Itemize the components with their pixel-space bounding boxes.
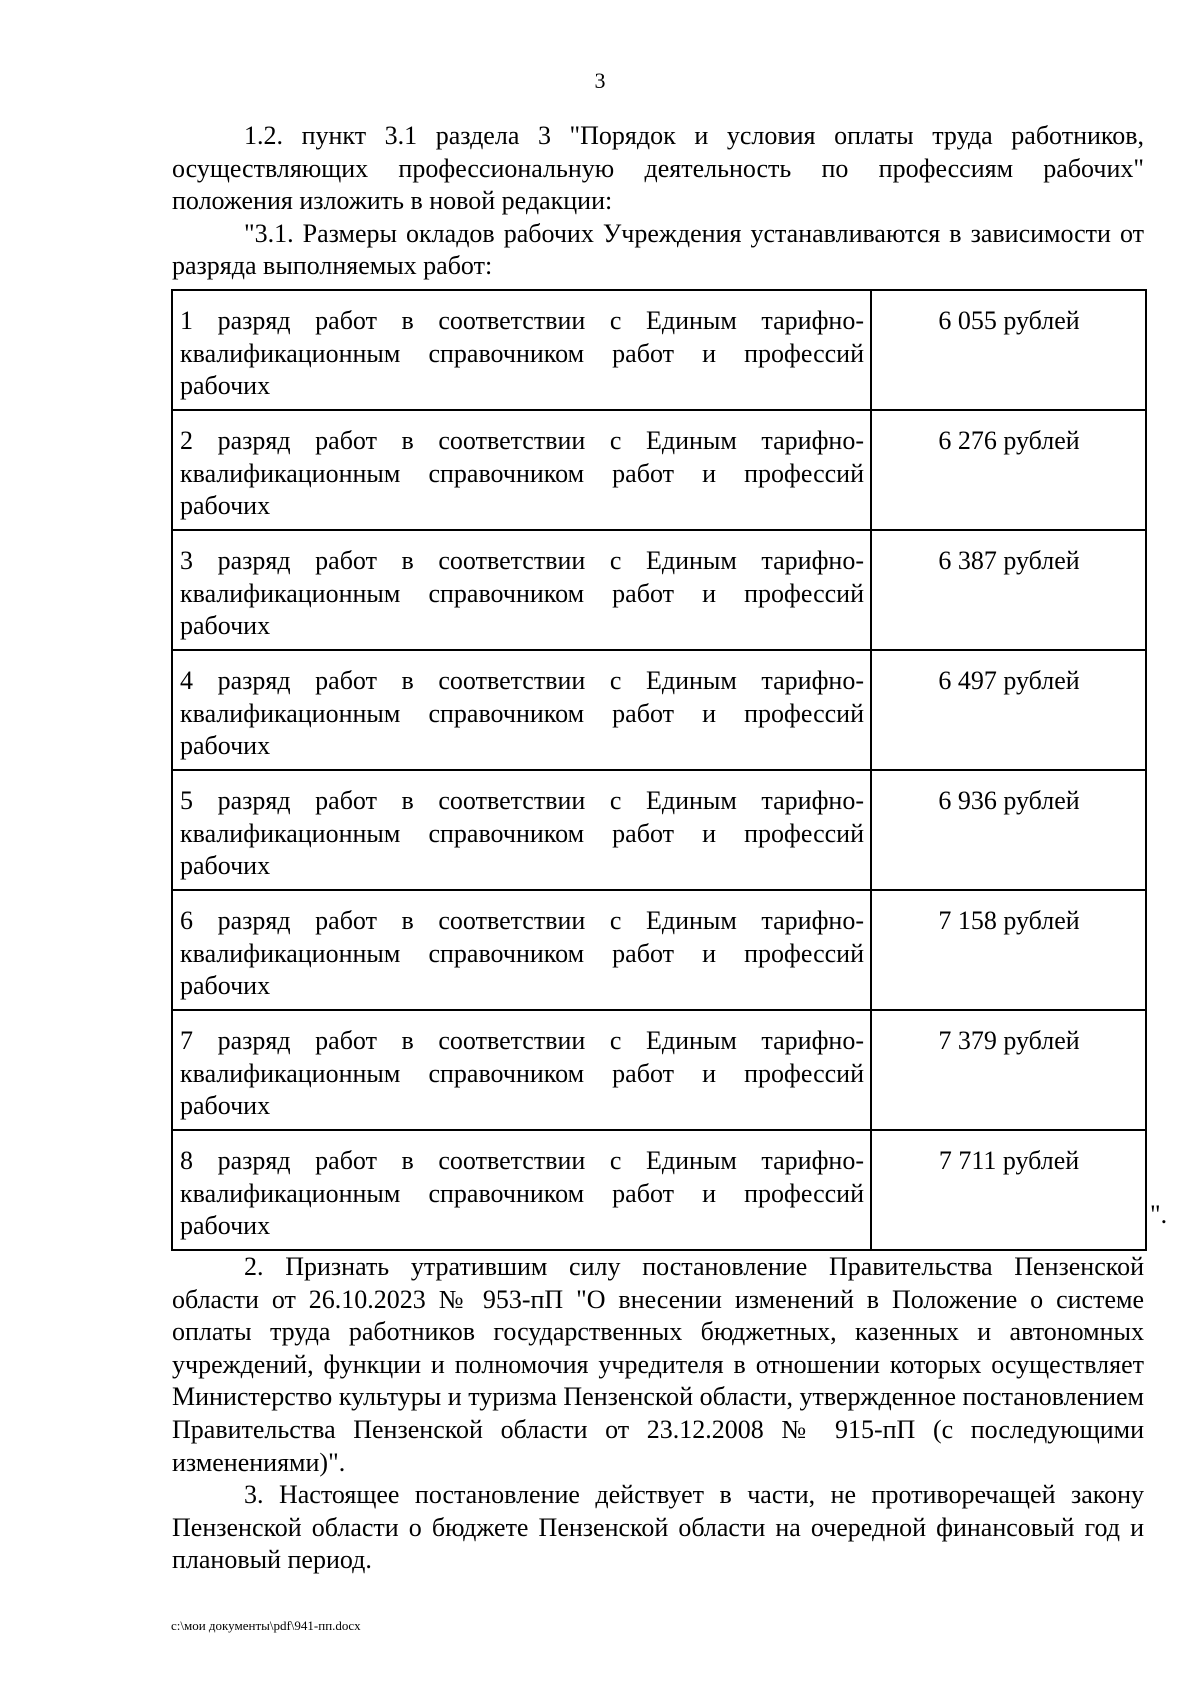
table-row bbox=[172, 530, 1146, 650]
table-row bbox=[172, 410, 1146, 530]
row-amount: 6 387 рублей bbox=[871, 530, 1146, 650]
table-row bbox=[172, 290, 1146, 410]
row-description: 5 разряд работ в соответствии с Единым тарифно-квалификационным справочником работ и профессий рабочих bbox=[172, 770, 871, 890]
row-description: 1 разряд работ в соответствии с Единым тарифно-квалификационным справочником работ и профессий рабочих bbox=[172, 290, 871, 410]
row-description: 7 разряд работ в соответствии с Единым тарифно-квалификационным справочником работ и профессий рабочих bbox=[172, 1010, 871, 1130]
row-description: 8 разряд работ в соответствии с Единым тарифно-квалификационным справочником работ и профессий рабочих bbox=[172, 1130, 871, 1250]
row-amount: 6 936 рублей bbox=[871, 770, 1146, 890]
row-amount: 6 276 рублей bbox=[871, 410, 1146, 530]
row-amount: 7 711 рублей bbox=[871, 1130, 1146, 1250]
paragraph-3: 3. Настоящее постановление действует в части, не противоречащей закону Пензенской области о бюджете Пензенской области на очередной финансовый год и плановый период. bbox=[172, 1480, 1144, 1575]
quote-paragraph: "3.1. Размеры окладов рабочих Учреждения устанавливаются в зависимости от разряда выполняемых работ: bbox=[172, 218, 1144, 281]
paragraph-2: 2. Признать утратившим силу постановление Правительства Пензенской области от 26.10.2023 № 953-пП "О внесении изменений в Положение о системе оплаты труда работников государственных бюджетных, казенных и автономных учреждений, функции и полномочия учредителя в отношении которых осуществляет Министерство культуры и туризма Пензенской области, утвержденное постановлением Правительства Пензенской области от 23.12.2008 № 915-пП (с последующими изменениями)". bbox=[172, 1251, 1144, 1477]
row-amount: 7 158 рублей bbox=[871, 890, 1146, 1010]
closing-quote: ". bbox=[1150, 1200, 1168, 1229]
page-number: 3 bbox=[594, 68, 606, 93]
table-row bbox=[172, 1130, 1146, 1250]
document-body bbox=[172, 120, 1144, 1577]
row-amount: 6 497 рублей bbox=[871, 650, 1146, 770]
row-amount: 7 379 рублей bbox=[871, 1010, 1146, 1130]
salary-table bbox=[171, 289, 1147, 1251]
footer-file-path: c:\мои документы\pdf\941-пп.docx bbox=[171, 1618, 361, 1633]
table-row bbox=[172, 1010, 1146, 1130]
row-description: 4 разряд работ в соответствии с Единым тарифно-квалификационным справочником работ и профессий рабочих bbox=[172, 650, 871, 770]
table-row bbox=[172, 770, 1146, 890]
row-description: 2 разряд работ в соответствии с Единым тарифно-квалификационным справочником работ и профессий рабочих bbox=[172, 410, 871, 530]
row-description: 3 разряд работ в соответствии с Единым тарифно-квалификационным справочником работ и профессий рабочих bbox=[172, 530, 871, 650]
intro-paragraph: 1.2. пункт 3.1 раздела 3 "Порядок и условия оплаты труда работников, осуществляющих профессиональную деятельность по профессиям рабочих" положения изложить в новой редакции: bbox=[172, 121, 1144, 216]
table-row bbox=[172, 650, 1146, 770]
table-row bbox=[172, 890, 1146, 1010]
row-description: 6 разряд работ в соответствии с Единым тарифно-квалификационным справочником работ и профессий рабочих bbox=[172, 890, 871, 1010]
row-amount: 6 055 рублей bbox=[871, 290, 1146, 410]
